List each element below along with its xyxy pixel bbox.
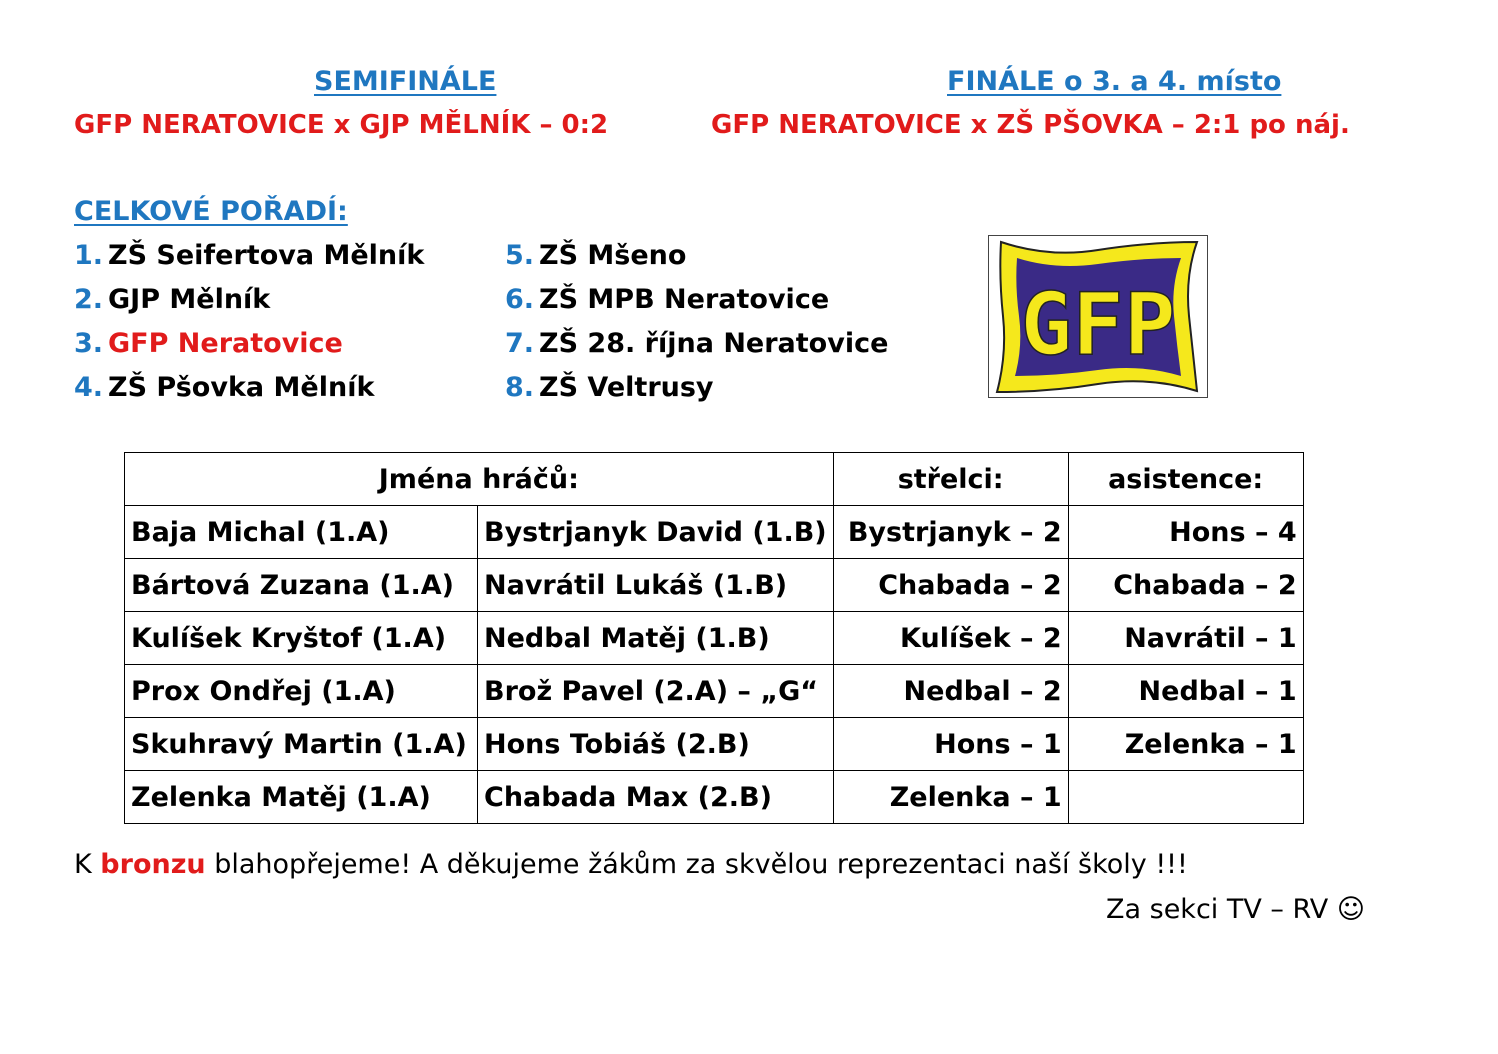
player-cell: Brož Pavel (2.A) – „G“ [478,665,834,718]
rank-team: ZŠ 28. října Neratovice [539,328,889,359]
rank-team: GJP Mělník [108,284,271,315]
scorer-cell: Hons – 1 [833,718,1068,771]
players-table [124,452,1304,824]
bronze-final-result: GFP NERATOVICE x ZŠ PŠOVKA – 2:1 po náj. [711,110,1350,140]
table-row [125,771,1304,824]
congrats-prefix: K [74,849,101,880]
player-cell: Nedbal Matěj (1.B) [478,612,834,665]
rank-number: 2. [74,284,104,315]
gfp-logo-image [989,236,1207,397]
standings-item [505,284,888,328]
standings-item [505,372,888,416]
table-header-row [125,453,1304,506]
rank-team: ZŠ Mšeno [539,240,687,271]
semifinal-title: SEMIFINÁLE [314,66,497,97]
player-cell: Navrátil Lukáš (1.B) [478,559,834,612]
semifinal-result: GFP NERATOVICE x GJP MĚLNÍK – 0:2 [74,110,609,140]
standings-item [505,328,888,372]
standings-column-right [505,240,888,416]
bronze-final-title: FINÁLE o 3. a 4. místo [947,66,1282,97]
table-row [125,559,1304,612]
rank-number: 7. [505,328,535,359]
rank-number: 1. [74,240,104,271]
rank-number: 4. [74,372,104,403]
standings-item [74,284,424,328]
congratulations-text [74,849,1188,880]
assist-cell [1068,771,1303,824]
player-cell: Bystrjanyk David (1.B) [478,506,834,559]
scorer-cell: Kulíšek – 2 [833,612,1068,665]
logo-text: GFP [1020,275,1176,375]
player-cell: Kulíšek Kryštof (1.A) [125,612,478,665]
table-row [125,506,1304,559]
table-row [125,718,1304,771]
player-cell: Chabada Max (2.B) [478,771,834,824]
assist-cell: Hons – 4 [1068,506,1303,559]
signature: Za sekci TV – RV ☺ [1106,894,1365,925]
scorer-cell: Chabada – 2 [833,559,1068,612]
standings-item [74,240,424,284]
rank-number: 8. [505,372,535,403]
header-players: Jména hráčů: [125,453,834,506]
rank-team: ZŠ Pšovka Mělník [108,372,375,403]
scorer-cell: Nedbal – 2 [833,665,1068,718]
scorer-cell: Zelenka – 1 [833,771,1068,824]
rank-team: ZŠ Seifertova Mělník [108,240,425,271]
table-row [125,612,1304,665]
assist-cell: Navrátil – 1 [1068,612,1303,665]
standings-item [74,372,424,416]
player-cell: Hons Tobiáš (2.B) [478,718,834,771]
rank-number: 3. [74,328,104,359]
congrats-highlight: bronzu [100,849,206,880]
rank-number: 6. [505,284,535,315]
assist-cell: Chabada – 2 [1068,559,1303,612]
gfp-logo [988,235,1208,398]
rank-team: ZŠ Veltrusy [539,372,714,403]
rank-team: ZŠ MPB Neratovice [539,284,830,315]
standings-item [505,240,888,284]
player-cell: Zelenka Matěj (1.A) [125,771,478,824]
rank-team-highlight: GFP Neratovice [108,328,343,359]
player-cell: Baja Michal (1.A) [125,506,478,559]
assist-cell: Nedbal – 1 [1068,665,1303,718]
standings-column-left [74,240,424,416]
player-cell: Bártová Zuzana (1.A) [125,559,478,612]
player-cell: Prox Ondřej (1.A) [125,665,478,718]
standings-title: CELKOVÉ POŘADÍ: [74,196,348,227]
congrats-suffix: blahopřejeme! A děkujeme žákům za skvělou reprezentaci naší školy !!! [205,849,1188,880]
table-row [125,665,1304,718]
standings-item [74,328,424,372]
assist-cell: Zelenka – 1 [1068,718,1303,771]
rank-number: 5. [505,240,535,271]
header-scorers: střelci: [833,453,1068,506]
header-assists: asistence: [1068,453,1303,506]
scorer-cell: Bystrjanyk – 2 [833,506,1068,559]
player-cell: Skuhravý Martin (1.A) [125,718,478,771]
